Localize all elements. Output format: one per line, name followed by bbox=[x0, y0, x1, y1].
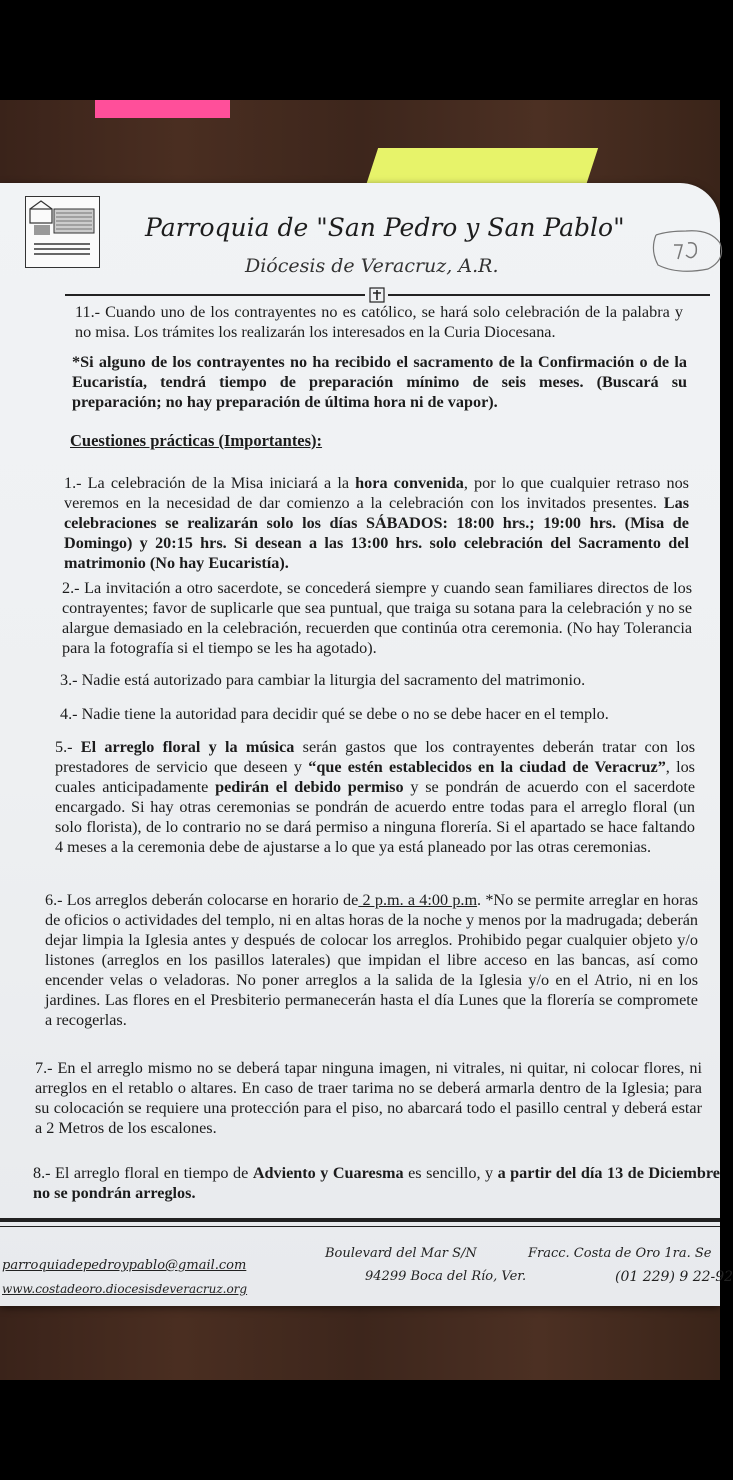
footer-email: parroquiadepedroypablo@gmail.com bbox=[2, 1258, 247, 1273]
footer-subdivision: Fracc. Costa de Oro 1ra. Se bbox=[528, 1246, 712, 1261]
p8-text-c: es sencillo, y bbox=[403, 1164, 498, 1182]
footer-address: Boulevard del Mar S/N bbox=[325, 1246, 477, 1261]
p8-text-d: a partir del día 13 de Diciembre no se pondrán arreglos. bbox=[33, 1164, 720, 1202]
p5-text-g: y se pondrán de acuerdo con el sacerdote encargado. Si hay otras ceremonias se pondrán de acuerdo entre todas para el arreglo floral (un solo florista), de lo contrario no se dará permiso a ninguna florería. Si el apartado se hace faltando 4 meses a la ceremonia debe de ajustarse a lo que ya está planeado por las otras ceremonias. bbox=[55, 778, 696, 856]
p5-text-b: El arreglo floral y la música bbox=[80, 738, 295, 756]
p8-text-b: Adviento y Cuaresma bbox=[252, 1164, 404, 1182]
p5-text-f: pedirán el debido permiso bbox=[215, 778, 404, 796]
p1-text-a: 1.- La celebración de la Misa iniciará a la bbox=[64, 474, 356, 492]
p5-text-c: serán gastos que los contrayentes deberán tratar con los prestadores de servicio que deseen y bbox=[55, 738, 696, 776]
paragraph-4: 4.- Nadie tiene la autoridad para decidir qué se debe o no se debe hacer en el templo. bbox=[60, 705, 609, 723]
paragraph-8 bbox=[33, 1163, 720, 1203]
p6-text-c: . *No se permite arreglar en horas de oficios o actividades del templo, ni en altas horas de la noche y menos por la madrugada; deberán dejar limpia la Iglesia antes y después de colocar los arreglos. Prohibido pegar cualquier objeto y/o listones (arreglos en los pasillos laterales) que impidan el libre acceso en las bancas, así como encender velas o veladoras. No poner arreglos a la salida de la Iglesia y/o en el Atrio, ni en los jardines. Las flores en el Presbiterio permanecerán hasta el día Lunes que la florería se compromete a recogerlas. bbox=[45, 891, 698, 1029]
p5-text-d: “que estén establecidos en la ciudad de Veracruz” bbox=[308, 758, 666, 776]
confirmation-note: *Si alguno de los contrayentes no ha recibido el sacramento de la Confirmación o de la Eucaristía, tendrá tiempo de preparación mínimo de seis meses. (Buscará su preparación; no hay preparación de última hora ni de vapor). bbox=[72, 353, 687, 411]
paragraph-11: 11.- Cuando uno de los contrayentes no es católico, se hará solo celebración de la palabra y no misa. Los trámites los realizarán los interesados en la Curia Diocesana. bbox=[75, 303, 683, 341]
footer-website: www.costadeoro.diocesisdeveracruz.org bbox=[2, 1282, 248, 1296]
p6-text-b: 2 p.m. a 4:00 p.m bbox=[358, 891, 478, 909]
diocese-subtitle: Diócesis de Veracruz, A.R. bbox=[245, 255, 499, 277]
paragraph-6 bbox=[45, 890, 698, 1030]
p8-text-a: 8.- El arreglo floral en tiempo de bbox=[33, 1164, 253, 1182]
p1-text-d: Las celebraciones se realizarán solo los días SÁBADOS: 18:00 hrs.; 19:00 hrs. (Misa de Domingo) y 20:15 hrs. Si desean a las 13:00 hrs. solo celebración del Sacramento del matrimonio (No hay Eucaristía). bbox=[64, 494, 689, 572]
p1-text-b: hora convenida bbox=[355, 474, 464, 492]
p5-text-e: , los cuales anticipadamente bbox=[55, 758, 695, 796]
footer-divider-thin bbox=[0, 1226, 720, 1227]
p5-text-a: 5.- bbox=[55, 738, 81, 756]
paragraph-7: 7.- En el arreglo mismo no se deberá tapar ninguna imagen, ni vitrales, ni quitar, ni colocar flores, ni arreglos en el retablo o altares. En caso de traer tarima no se deberá armarla dentro de la Iglesia; para su colocación se requiere una protección para el piso, no abarcará todo el pasillo central y deberá estar a 2 Metros de los escalones. bbox=[35, 1059, 702, 1137]
paragraph-2: 2.- La invitación a otro sacerdote, se concederá siempre y cuando sean familiares directos de los contrayentes; favor de suplicarle que sea puntual, que traiga su sotana para la celebración y no se alargue demasiado en la celebración, recuerden que continúa otra ceremonia. (No hay Tolerancia para la fotografía si el tiempo se les ha agotado). bbox=[62, 579, 692, 657]
paragraph-3: 3.- Nadie está autorizado para cambiar la liturgia del sacramento del matrimonio. bbox=[60, 671, 586, 689]
paragraph-1 bbox=[64, 473, 689, 573]
p1-text-c: , por lo que cualquier retraso nos veremos en la necesidad de dar comienzo a la celebración con los invitados presentes. bbox=[64, 474, 689, 512]
practical-questions-heading: Cuestiones prácticas (Importantes): bbox=[70, 431, 323, 450]
parish-title: Parroquia de "San Pedro y San Pablo" bbox=[145, 213, 625, 242]
paragraph-5 bbox=[55, 737, 695, 857]
footer-city: 94299 Boca del Río, Ver. bbox=[365, 1269, 527, 1284]
p6-text-a: 6.- Los arreglos deberán colocarse en horario de bbox=[45, 891, 359, 909]
footer-divider bbox=[0, 1218, 720, 1222]
footer-phone: (01 229) 9 22-92 bbox=[615, 1269, 733, 1285]
